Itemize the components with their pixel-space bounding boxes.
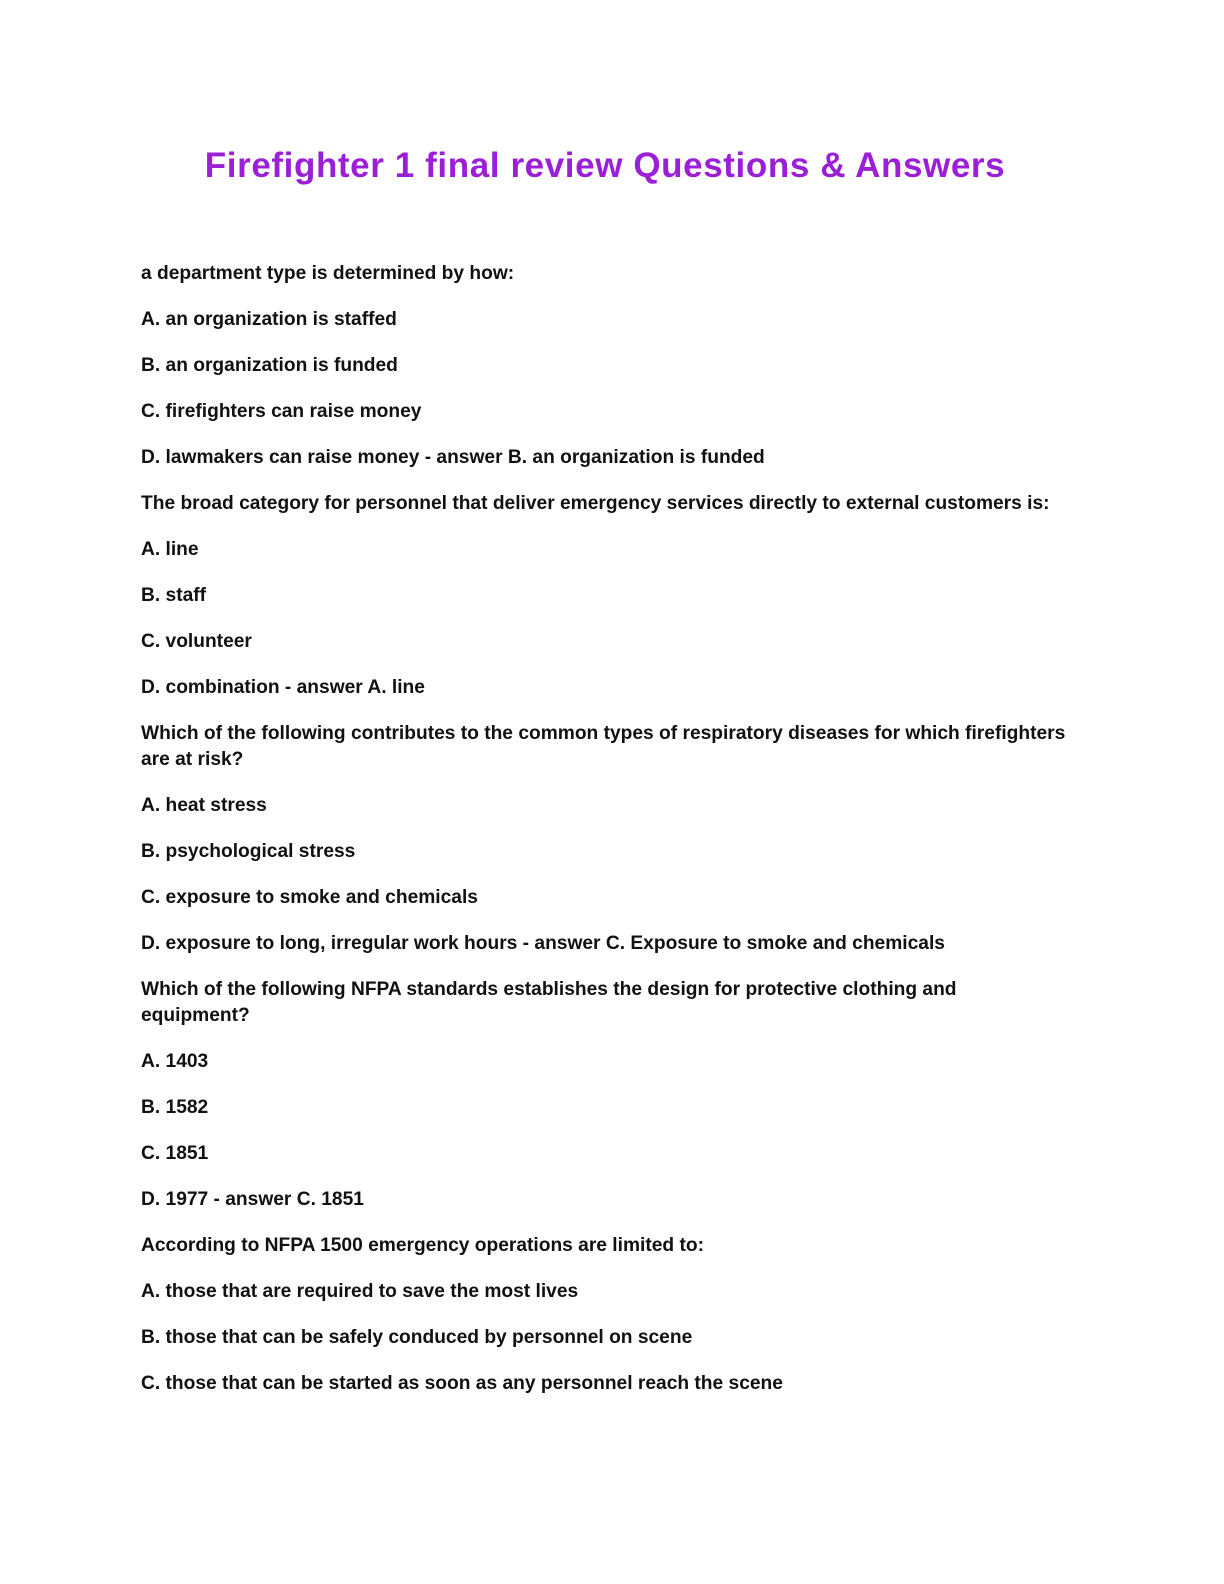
option-c: C. exposure to smoke and chemicals xyxy=(141,887,478,908)
option-b: B. an organization is funded xyxy=(141,355,398,376)
option-a: A. 1403 xyxy=(141,1051,209,1072)
question-2: The broad category for personnel that deliver emergency services directly to external customers is: xyxy=(141,493,1050,514)
question-3: Which of the following contributes to the common types of respiratory diseases for which firefighters are at risk? xyxy=(141,723,1066,770)
question-5: According to NFPA 1500 emergency operations are limited to: xyxy=(141,1235,704,1256)
option-b: B. psychological stress xyxy=(141,841,356,862)
question-1: a department type is determined by how: xyxy=(141,263,515,284)
option-a: A. heat stress xyxy=(141,795,267,816)
option-c: C. firefighters can raise money xyxy=(141,401,422,422)
document-body xyxy=(141,261,1066,1417)
option-b: B. 1582 xyxy=(141,1097,209,1118)
option-c: C. those that can be started as soon as any personnel reach the scene xyxy=(141,1373,783,1394)
option-a: A. line xyxy=(141,539,199,560)
option-c: C. 1851 xyxy=(141,1143,209,1164)
option-d-with-answer: D. exposure to long, irregular work hours - answer C. Exposure to smoke and chemicals xyxy=(141,933,945,954)
option-a: A. an organization is staffed xyxy=(141,309,397,330)
option-d-with-answer: D. 1977 - answer C. 1851 xyxy=(141,1189,364,1210)
option-b: B. those that can be safely conduced by personnel on scene xyxy=(141,1327,693,1348)
option-d-with-answer: D. combination - answer A. line xyxy=(141,677,425,698)
option-a: A. those that are required to save the most lives xyxy=(141,1281,579,1302)
option-b: B. staff xyxy=(141,585,207,606)
option-c: C. volunteer xyxy=(141,631,252,652)
page-title: Firefighter 1 final review Questions & Answers xyxy=(204,146,1006,185)
question-4: Which of the following NFPA standards establishes the design for protective clothing and equipment? xyxy=(141,979,957,1026)
option-d-with-answer: D. lawmakers can raise money - answer B. an organization is funded xyxy=(141,447,765,468)
